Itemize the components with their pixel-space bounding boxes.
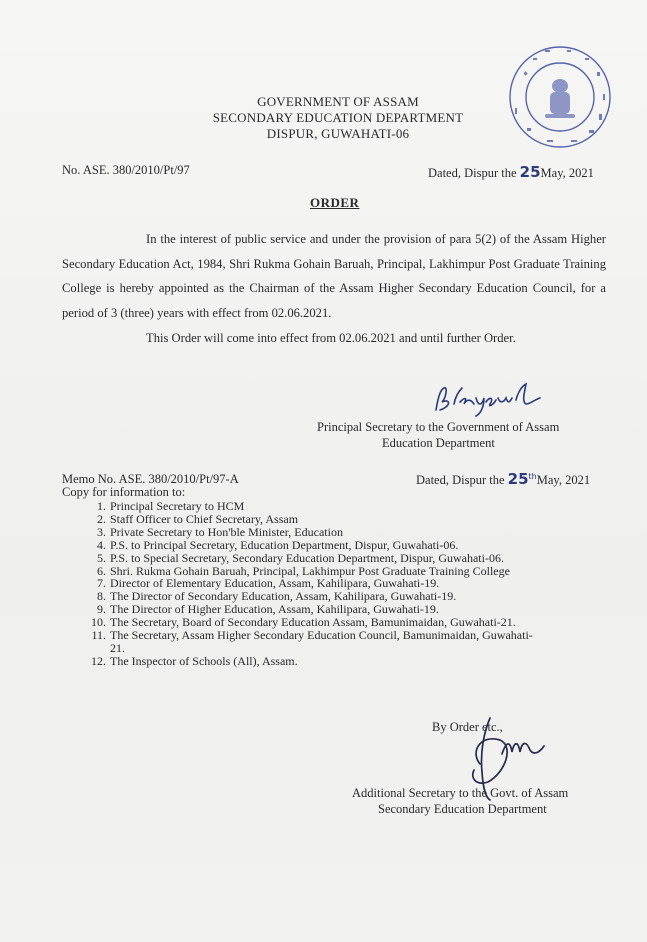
list-item: 6. Shri. Rukma Gohain Baruah, Principal, Lakhimpur Post Graduate Training College [97,563,510,578]
by-order-text: By Order etc., [432,720,503,734]
signatory-1-department: Education Department [382,436,495,450]
signatory-1-designation: Principal Secretary to the Government of Assam [317,420,560,434]
header-address: DISPUR, GUWAHATI-06 [266,126,410,141]
order-reference-number: No. ASE. 380/2010/Pt/97 [62,163,190,177]
list-item: 5. P.S. to Special Secretary, Secondary Education Department, Dispur, Guwahati-06. [97,550,504,565]
copy-for-information-label: Copy for information to: [62,485,186,499]
list-item: 21. [110,640,125,655]
list-item: 4. P.S. to Principal Secretary, Education Department, Dispur, Guwahati-06. [97,537,459,552]
memo-date-day: 25 [507,470,529,488]
memo-date-prefix: Dated, Dispur the [416,473,505,487]
memo-number: Memo No. ASE. 380/2010/Pt/97-A [62,472,239,486]
list-item: 7. Director of Elementary Education, Assam, Kahilipara, Guwahati-19. [97,576,440,591]
header-government: GOVERNMENT OF ASSAM [257,94,419,109]
memo-date-suffix: th [528,471,537,481]
list-item: 3. Private Secretary to Hon'ble Minister, Education [97,524,343,539]
order-date-prefix: Dated, Dispur the [428,166,517,180]
order-date-rest: May, 2021 [540,166,594,180]
order-body-paragraph-2: This Order will come into effect from 02.06.2021 and until further Order. [146,331,516,345]
signatory-2-department: Secondary Education Department [378,802,547,816]
list-item: 9. The Director of Higher Education, Assam, Kahilipara, Guwahati-19. [97,602,439,617]
list-item: 2. Staff Officer to Chief Secretary, Assam [97,511,299,526]
list-item: 11. The Secretary, Assam Higher Secondary Education Council, Bamunimaidan, Guwahati- [91,628,533,643]
memo-date-rest: May, 2021 [536,473,591,487]
list-item: 8. The Director of Secondary Education, Assam, Kahilipara, Guwahati-19. [97,589,457,604]
order-body-paragraph-1: In the interest of public service and under the provision of para 5(2) of the Assam Higher Secondary Education Act, 1984, Shri Rukma Gohain Baruah, Principal, Lakhimpur Post Graduate Training College is hereby appointed as the Chairman of the Assam Higher Secondary Education Council, for a period of 3 (three) years with effect from 02.06.2021. [62,232,606,320]
signature-principal-secretary [430,380,550,420]
signatory-2-designation: Additional Secretary to the Govt. of Assam [352,786,569,800]
list-item: 1. Principal Secretary to HCM [97,499,245,513]
order-title: ORDER [310,195,360,210]
memo-date [416,470,590,488]
official-seal-stamp [505,42,615,152]
order-date [428,163,594,181]
list-item: 10. The Secretary, Board of Secondary Education Assam, Bamunimaidan, Guwahati-21. [91,615,516,630]
copy-recipient-list [88,500,533,668]
list-item: 12. The Inspector of Schools (All), Assam. [91,653,298,668]
order-date-day: 25 [519,163,541,181]
header-department: SECONDARY EDUCATION DEPARTMENT [212,110,464,125]
